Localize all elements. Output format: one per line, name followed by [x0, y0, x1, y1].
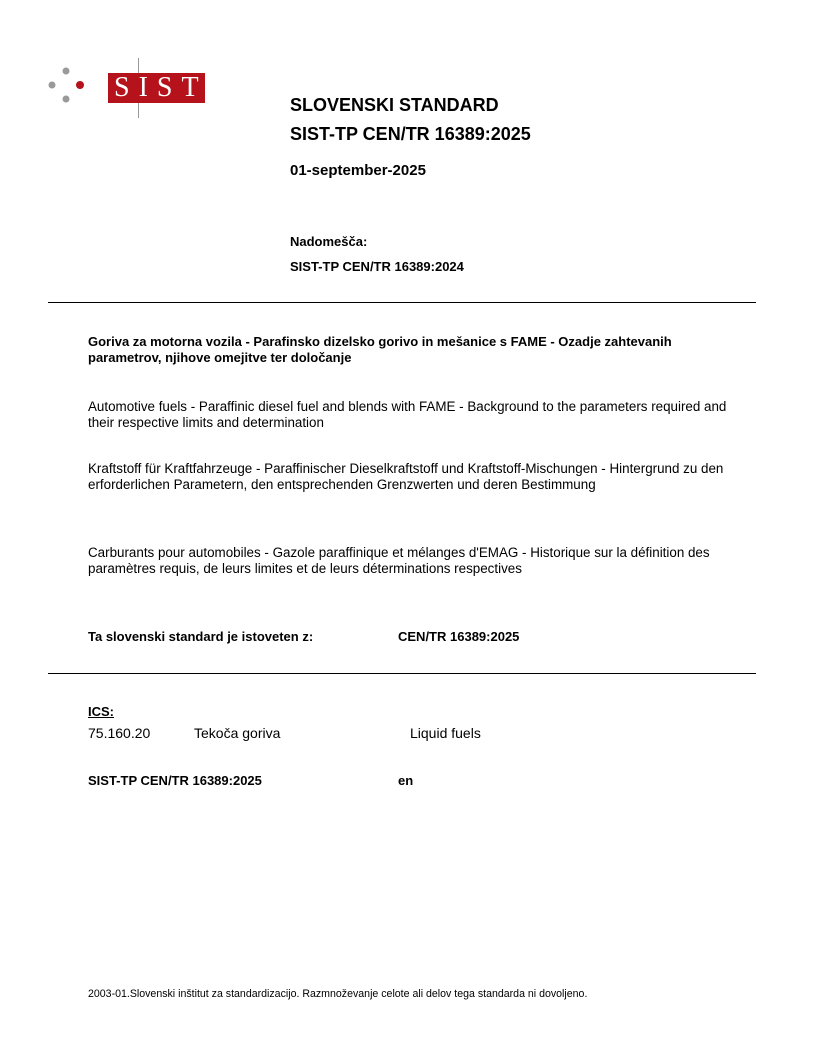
title-english: Automotive fuels - Paraffinic diesel fuel and blends with FAME - Background to the parameters required and their respective limits and determination [88, 399, 727, 430]
sist-logo: SIST [108, 73, 205, 103]
sist-logo-dots [44, 66, 86, 108]
standard-type-title: SLOVENSKI STANDARD [290, 95, 499, 115]
identical-label: Ta slovenski standard je istoveten z: [88, 629, 314, 644]
title-slovenian: Goriva za motorna vozila - Parafinsko dizelsko gorivo in mešanice s FAME - Ozadje zahtevanih parametrov, njihove omejitve ter določanje [88, 334, 672, 365]
copyright-notice: 2003-01.Slovenski inštitut za standardizacijo. Razmnoževanje celote ali delov tega standarda ni dovoljeno. [88, 988, 588, 1000]
top-divider [48, 302, 756, 303]
title-french: Carburants pour automobiles - Gazole paraffinique et mélanges d'EMAG - Historique sur la définition des paramètres requis, de leurs limites et de leurs déterminations respectives [88, 545, 710, 576]
publication-date: 01-september-2025 [290, 162, 426, 179]
identical-value: CEN/TR 16389:2025 [398, 629, 520, 644]
ics-code: 75.160.20 [88, 725, 151, 741]
ics-description-en: Liquid fuels [410, 725, 481, 741]
supersedes-value: SIST-TP CEN/TR 16389:2024 [290, 259, 464, 274]
standard-number-title: SIST-TP CEN/TR 16389:2025 [290, 124, 531, 144]
supersedes-label: Nadomešča: [290, 234, 368, 249]
ics-description-sl: Tekoča goriva [194, 725, 281, 741]
title-german: Kraftstoff für Kraftfahrzeuge - Paraffinischer Dieselkraftstoff und Kraftstoff-Mischungen - Hintergrund zu den erforderlichen Parametern, den entsprechenden Grenzwerten und deren Bestimmung [88, 461, 724, 492]
document-language: en [398, 773, 414, 788]
bottom-divider [48, 673, 756, 674]
document-id: SIST-TP CEN/TR 16389:2025 [88, 773, 262, 788]
ics-label: ICS: [88, 704, 114, 719]
